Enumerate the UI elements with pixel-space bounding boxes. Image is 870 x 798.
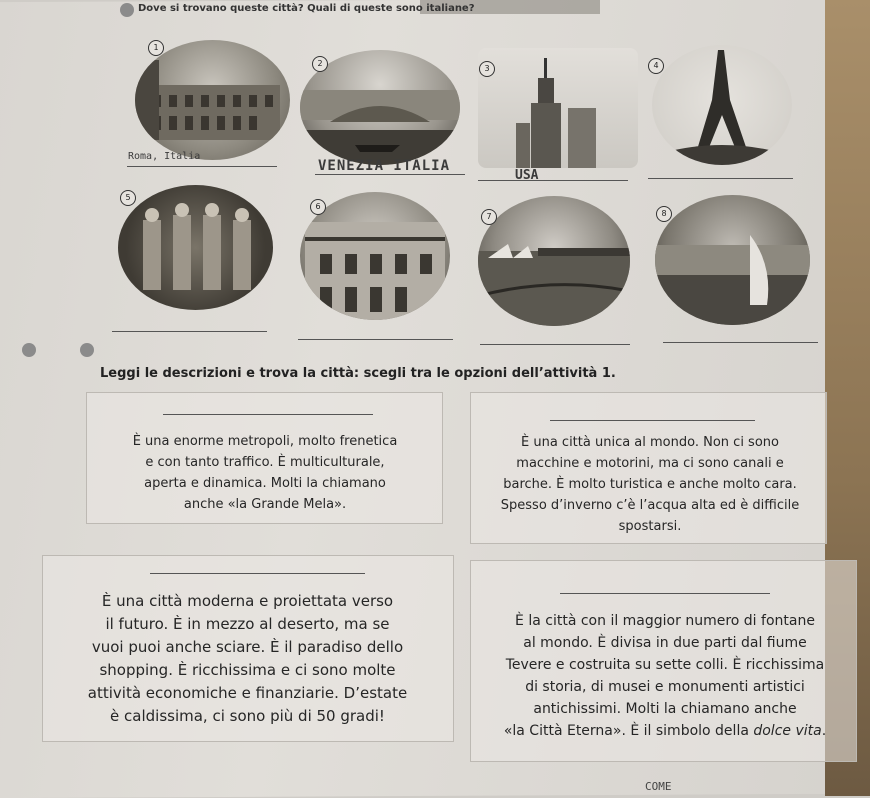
harbour-illustration xyxy=(478,196,630,326)
exercise-number-icon xyxy=(120,3,134,17)
description-answer-line-1 xyxy=(163,414,373,415)
description-line: spostarsi. xyxy=(618,519,682,534)
description-line: Tevere e costruita su sette colli. È ricchissima xyxy=(505,657,825,673)
photo-dubai xyxy=(655,195,810,325)
description-3 xyxy=(55,590,440,728)
description-line: macchine e motorini, ma ci sono canali e xyxy=(516,456,784,471)
description-line xyxy=(470,720,860,742)
photo-eiffel xyxy=(652,45,792,165)
description-answer-line-2 xyxy=(550,420,755,421)
description-line: Spesso d’inverno c’è l’acqua alta ed è difficile xyxy=(500,498,800,513)
mosaic-illustration xyxy=(118,185,273,310)
photo-number: 2 xyxy=(312,56,328,72)
description-italic-text: dolce vita xyxy=(753,723,822,739)
description-line: di storia, di musei e monumenti artistici xyxy=(525,679,805,695)
description-line: antichissimi. Molti la chiamano anche xyxy=(533,701,797,717)
skyline-illustration xyxy=(655,195,810,325)
description-line: È una città moderna e proiettata verso xyxy=(101,592,394,610)
description-line: il futuro. È in mezzo al deserto, ma se xyxy=(105,615,390,633)
answer-line-4 xyxy=(648,178,793,179)
answer-line-6 xyxy=(298,339,453,340)
description-4 xyxy=(470,610,860,742)
description-line: anche «la Grande Mela». xyxy=(183,497,347,512)
answer-line-5 xyxy=(112,331,267,332)
photo-colosseum xyxy=(135,40,290,160)
answer-line-7 xyxy=(480,344,630,345)
photo-sydney xyxy=(478,196,630,326)
description-line: vuoi puoi anche sciare. È il paradiso dello xyxy=(91,638,404,656)
photo-mosaic xyxy=(118,185,273,310)
description-line-text: «la Città Eterna». È il simbolo della xyxy=(503,723,754,739)
description-line: e con tanto traffico. È multiculturale, xyxy=(145,455,385,470)
photo-number: 8 xyxy=(656,206,672,222)
photo-number: 3 xyxy=(479,61,495,77)
photo-empire-state xyxy=(478,48,638,168)
description-answer-line-4 xyxy=(560,593,770,594)
description-line: attività economiche e finanziarie. D’estate xyxy=(87,684,408,702)
colosseum-illustration xyxy=(135,40,290,160)
skyscraper-illustration xyxy=(478,48,638,168)
description-line: barche. È molto turistica e anche molto cara. xyxy=(503,477,797,492)
description-line-text: . xyxy=(821,723,827,739)
photo-number: 4 xyxy=(648,58,664,74)
description-line: al mondo. È divisa in due parti dal fiume xyxy=(523,635,807,651)
exercise-title: Dove si trovano queste città? Quali di queste sono italiane? xyxy=(138,3,475,14)
photo-number: 7 xyxy=(481,209,497,225)
answer-line-3 xyxy=(478,180,628,181)
description-line: È una enorme metropoli, molto frenetica xyxy=(132,434,398,449)
photo-number: 1 xyxy=(148,40,164,56)
description-line: è caldissima, ci sono più di 50 gradi! xyxy=(110,707,385,725)
instruction-text: Leggi le descrizioni e trova la città: scegli tra le opzioni dell’attività 1. xyxy=(100,366,616,381)
description-line: shopping. È ricchissima e ci sono molte xyxy=(99,661,396,679)
answer-3: USA xyxy=(515,168,539,183)
photo-number: 6 xyxy=(310,199,326,215)
description-answer-line-3 xyxy=(150,573,365,574)
answer-line-1 xyxy=(127,166,277,167)
photo-number: 5 xyxy=(120,190,136,206)
answer-line-2 xyxy=(315,174,465,175)
description-line: È una città unica al mondo. Non ci sono xyxy=(521,435,779,450)
exercise-number-icon xyxy=(22,343,36,357)
answer-2: VENEZIA ITALIA xyxy=(318,158,451,174)
description-1 xyxy=(90,431,440,515)
exercise-number-icon xyxy=(80,343,94,357)
eiffel-tower-illustration xyxy=(652,45,792,165)
answer-1: Roma, Italia xyxy=(128,151,201,162)
description-line: È la città con il maggior numero di fontane xyxy=(515,613,815,629)
handwritten-note: COME xyxy=(645,780,672,793)
answer-line-8 xyxy=(663,342,818,343)
description-line: aperta e dinamica. Molti la chiamano xyxy=(144,476,386,491)
description-2 xyxy=(470,432,830,537)
